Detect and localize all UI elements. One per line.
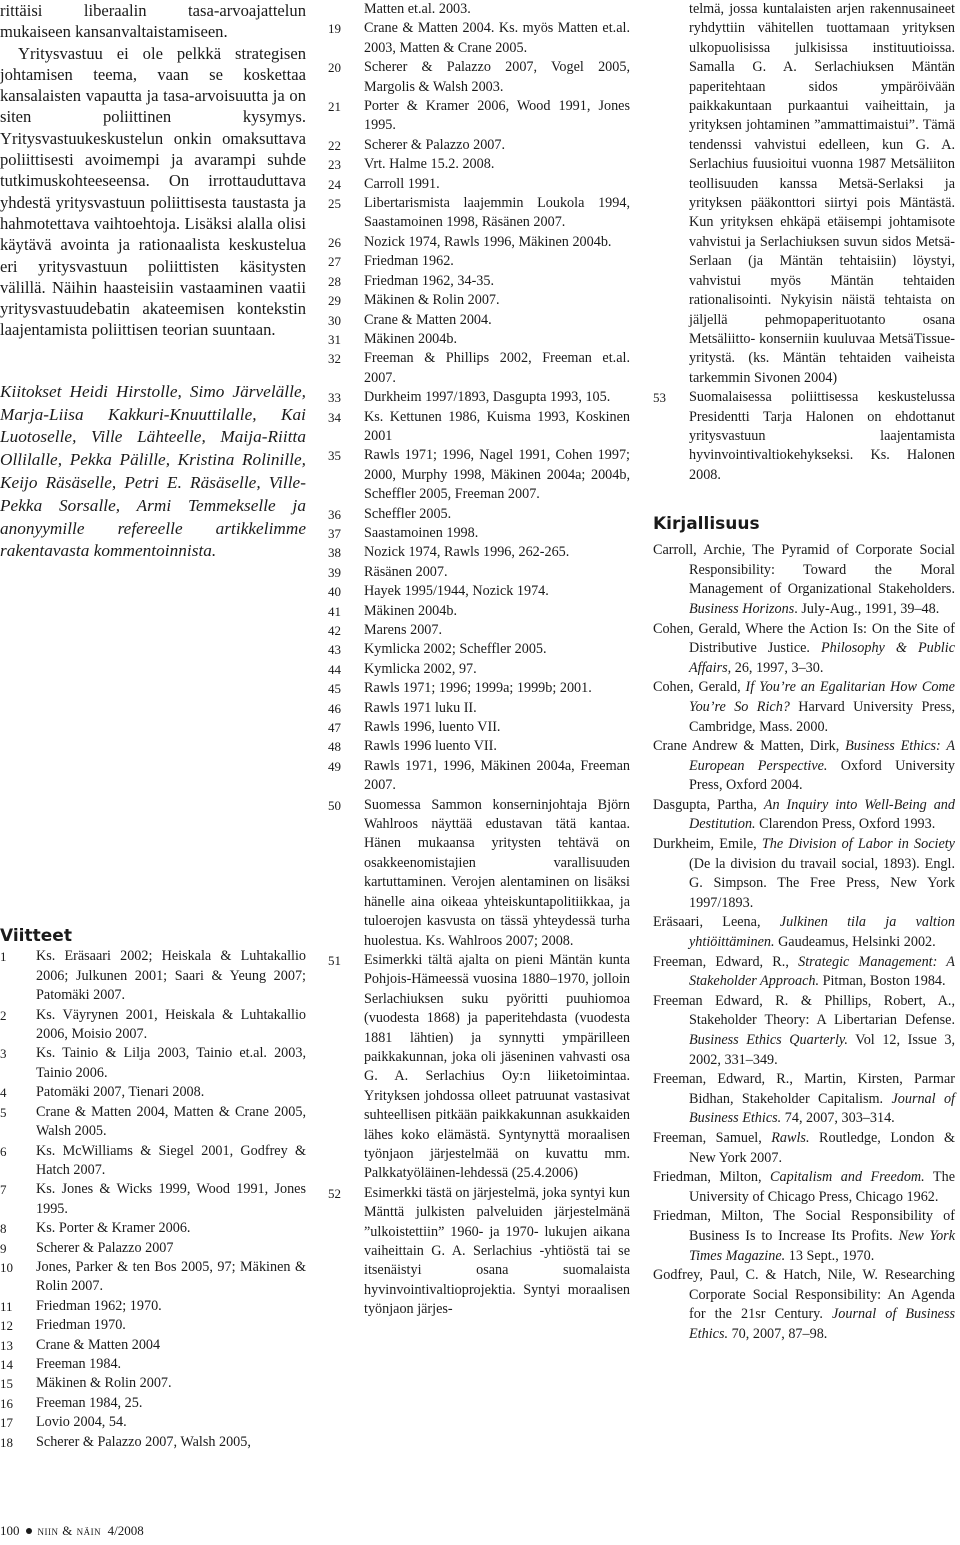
reference-item [653, 1168, 955, 1207]
note-text: Saastamoinen 1998. [364, 524, 479, 541]
reference-title: Business Ethics: A European Perspective. [689, 738, 955, 774]
note-text: Crane & Matten 2004, Matten & Crane 2005, Walsh 2005. [36, 1103, 306, 1140]
note-item [328, 155, 630, 174]
note-text: Ks. Porter & Kramer 2006. [36, 1220, 191, 1237]
reference-item [653, 541, 955, 619]
reference-text: . July-Aug., 1991, 39–48. [794, 600, 940, 617]
note-number: 30 [328, 312, 341, 328]
reference-title: An Inquiry into Well-Being and Destitution. [689, 796, 955, 833]
note-item [328, 175, 630, 194]
note-item [653, 388, 955, 485]
reference-text: 13 Sept., 1970. [785, 1247, 875, 1264]
note-number: 31 [328, 331, 341, 347]
notes-list [328, 19, 630, 1319]
reference-text: 70, 2007, 87–98. [728, 1325, 828, 1342]
note-text: Ks. Tainio & Lilja 2003, Tainio et.al. 2003, Tainio 2006. [36, 1045, 306, 1081]
note-item [328, 311, 630, 330]
note-item [328, 563, 630, 582]
note-item [328, 602, 630, 621]
note-number: 14 [0, 1356, 13, 1372]
body-paragraph: Yritysvastuu ei ole pelkkä strategisen johtamisen teema, vaan se koskettaa kansalaisten vapautta ja tasa-arvoisuutta ja on siten poliittinen kysymys. Yritysvastuukeskustelun onkin omaksuttava poliittisesti avoimempi ja avarampi suhde tutkimuskohteeseensa. On irrottauduttava yhdestä yritysvastuun poliittisesta taustasta ja hahmotettava vaihtoehtoja. Lisäksi alalla olisi käytävä avointa ja rationaalista keskustelua eri yritysvastuun poliittisten käsitysten välillä. Näihin haasteisiin vastaaminen vaatii yritysvastuudebatin akateemisen kontekstin laajentamista poliittisen teorian suuntaan. [0, 43, 306, 340]
note-text: Durkheim 1997/1893, Dasgupta 1993, 105. [364, 389, 611, 406]
references-heading: Kirjallisuus [653, 514, 760, 535]
note-number: 6 [0, 1143, 7, 1159]
reference-text: 74, 2007, 303–314. [781, 1110, 895, 1127]
note-item [0, 1258, 306, 1297]
note-text: Ks. McWilliams & Siegel 2001, Godfrey & Hatch 2007. [36, 1142, 306, 1178]
note-item [328, 679, 630, 698]
note-item [328, 640, 630, 659]
note-item [328, 1184, 630, 1320]
note-text: Rawls 1971; 1996; 1999a; 1999b; 2001. [364, 680, 592, 697]
note-number: 39 [328, 564, 341, 580]
note-number: 18 [0, 1434, 13, 1450]
note-item [328, 796, 630, 951]
reference-text: Freeman, Samuel, [653, 1129, 772, 1146]
references-list [653, 541, 955, 1344]
magazine-name: niin & näin [37, 1523, 102, 1538]
note-number: 41 [328, 603, 341, 619]
note-text: Friedman 1962; 1970. [36, 1297, 162, 1314]
note-number: 42 [328, 623, 341, 638]
note-number: 47 [328, 720, 341, 736]
reference-item [653, 737, 955, 796]
note-number: 21 [328, 99, 341, 115]
reference-text: Cohen, Gerald, [653, 679, 746, 696]
note-item [328, 252, 630, 271]
column-middle [328, 0, 630, 1320]
note-text: Libertarismista laajemmin Loukola 1994, Saastamoinen 1998, Räsänen 2007. [364, 195, 630, 231]
note-text: Friedman 1962, 34-35. [364, 272, 495, 289]
note-item [0, 1316, 306, 1335]
note-text: Scheffler 2005. [364, 505, 452, 522]
reference-title: Rawls. [771, 1129, 810, 1146]
note-number: 16 [0, 1395, 13, 1411]
reference-text: Cohen, Gerald, Where the Action Is: On the Site of Distributive Justice. [653, 620, 955, 657]
note-item [328, 699, 630, 718]
note-text: Freeman & Phillips 2002, Freeman et.al. 2007. [364, 350, 630, 386]
note-number: 9 [0, 1240, 7, 1256]
note-text: Friedman 1970. [36, 1317, 126, 1334]
note-number: 26 [328, 234, 341, 250]
note-number: 38 [328, 545, 341, 561]
note-item [328, 505, 630, 524]
reference-text: (De la division du travail social, 1893). Engl. G. Simpson. The Free Press, New York 1997/1893. [689, 855, 955, 911]
note-number: 48 [328, 739, 341, 755]
column-left [0, 0, 306, 1452]
note-item [0, 1044, 306, 1083]
note-item [328, 136, 630, 155]
note-text: Porter & Kramer 2006, Wood 1991, Jones 1995. [364, 98, 630, 134]
note-item [328, 718, 630, 737]
column-right [653, 0, 955, 1345]
note-text: Suomalaisessa poliittisessa keskustelussa Presidentti Tarja Halonen on ehdottanut yritysvastuun laajentamista hyvinvointivaltiokehykseksi. Ks. Halonen 2008. [689, 389, 955, 483]
note-item [0, 1413, 306, 1432]
note-item [328, 951, 630, 1184]
note-number: 22 [328, 137, 341, 153]
note-item [328, 272, 630, 291]
note-number: 17 [0, 1415, 13, 1431]
reference-title: The Division of Labor in Society [761, 836, 955, 853]
reference-item [653, 1129, 955, 1168]
reference-item [653, 1266, 955, 1344]
note-item [0, 1394, 306, 1413]
note-text: Ks. Väyrynen 2001, Heiskala & Luhtakallio 2006, Moisio 2007. [36, 1006, 306, 1043]
note-item [0, 947, 306, 1005]
reference-text: Carroll, Archie, The Pyramid of Corporate Social Responsibility: Toward the Moral Management of Organizational Stakeholders. [653, 542, 955, 598]
note-number: 53 [653, 390, 666, 406]
reference-text: Dasgupta, Partha, [653, 796, 764, 813]
notes-list [653, 388, 955, 485]
acknowledgement: Kiitokset Heidi Hirstolle, Simo Järvelälle, Marja-Liisa Kakkuri-Knuuttilalle, Kai Luotoselle, Ville Lähteelle, Maija-Riitta Ollilalle, Pekka Pälille, Kristina Rolinille, Keijo Räsäselle, Petri E. Räsäselle, Ville-Pekka Sorsalle, Armi Temmekselle ja anonyymille refereelle artikkelimme rakentavasta kommentoinnista. [0, 381, 306, 561]
reference-text: Godfrey, Paul, C. & Hatch, Nile, W. Researching Corporate Social Responsibility: An Agenda for the 21sr Century. [653, 1267, 955, 1323]
note-item [0, 1374, 306, 1393]
note-item [0, 1103, 306, 1142]
reference-text: Clarendon Press, Oxford 1993. [755, 816, 936, 833]
note-text: Nozick 1974, Rawls 1996, Mäkinen 2004b. [364, 233, 612, 250]
reference-text: Friedman, Milton, The Social Responsibility of Business Is to Increase Its Profits. [653, 1208, 955, 1244]
reference-text: The University of Chicago Press, Chicago 1962. [689, 1169, 955, 1205]
issue-number: 4/2008 [107, 1523, 144, 1538]
reference-text: Freeman Edward, R. & Phillips, Robert, A., Stakeholder Theory: A Libertarian Defense. [653, 992, 955, 1029]
note-text: Rawls 1971; 1996, Nagel 1991, Cohen 1997; 2000, Murphy 1998, Mäkinen 2004a; 2004b, Scheffler 2005, Freeman 2007. [364, 447, 630, 503]
note-text: Marens 2007. [364, 622, 443, 638]
note-number: 12 [0, 1318, 13, 1334]
reference-title: Julkinen tila ja valtion yhtiöittäminen. [689, 914, 955, 951]
note-item [0, 1239, 306, 1258]
reference-text: Freeman, Edward, R., Martin, Kirsten, Parmar Bidhan, Stakeholder Capitalism. [653, 1071, 955, 1107]
note-number: 51 [328, 952, 341, 968]
reference-text: Durkheim, Emile, [653, 836, 762, 853]
note-text: Ks. Kettunen 1986, Kuisma 1993, Koskinen 2001 [364, 408, 630, 444]
note-text: Crane & Matten 2004. [364, 311, 492, 328]
note-text: Ks. Jones & Wicks 1999, Wood 1991, Jones 1995. [36, 1181, 306, 1217]
note-number: 19 [328, 21, 341, 37]
bullet-separator [26, 1528, 32, 1534]
note-text: Crane & Matten 2004 [36, 1336, 161, 1353]
reference-title: Business Horizons [689, 600, 795, 617]
reference-title: Capitalism and Freedom. [770, 1169, 925, 1186]
note-text: Mäkinen & Rolin 2007. [364, 292, 500, 309]
note-text: Freeman 1984, 25. [36, 1394, 143, 1411]
note-text: Rawls 1971, 1996, Mäkinen 2004a, Freeman 2007. [364, 757, 630, 794]
note-number: 46 [328, 700, 341, 716]
note-text: Räsänen 2007. [364, 563, 448, 580]
note-item [328, 446, 630, 504]
reference-text: Crane Andrew & Matten, Dirk, [653, 738, 846, 755]
note-text: Scherer & Palazzo 2007, Walsh 2005, [36, 1433, 251, 1450]
note-text: Esimerkki tältä ajalta on pieni Mäntän kunta Pohjois-Hämeessä vuosina 1880–1970, jolloin Serlachiuksen suku pyöritti puuhiomoa (vuodesta 1868) ja paperitehdasta (vuodesta 1881 lähtien) ja synnytti ympärilleen paikkakunnan, joka oli jäseninen vahvasti osa G. A. Serlachius Oy:n liiketoimintaa. Yrityksen johdossa olleet patruunat vastasivat suhteellisen pitkään paikkakunnan asukkaiden lähes koko elämästä. Syntynyttä moraalisen työnjaon järjestelmää on kuvattu mm. Palkkatyöläinen-lehdessä (25.4.2006) [364, 951, 630, 1182]
notes-list [0, 947, 306, 1452]
note-number: 50 [328, 797, 341, 813]
note-number: 4 [0, 1085, 7, 1101]
note-text: Rawls 1996 luento VII. [364, 738, 497, 755]
note-item [328, 233, 630, 252]
reference-item [653, 1070, 955, 1129]
page-number: 100 [0, 1523, 20, 1538]
note-number: 36 [328, 506, 341, 522]
note-text: Freeman 1984. [36, 1355, 122, 1372]
reference-text: Gaudeamus, Helsinki 2002. [774, 934, 936, 951]
reference-text: Pitman, Boston 1984. [819, 973, 946, 990]
reference-title: Journal of Business Ethics. [689, 1306, 955, 1342]
reference-title: Business Ethics Quarterly. [689, 1032, 848, 1048]
note-number: 35 [328, 448, 341, 464]
note-text: Mäkinen 2004b. [364, 602, 457, 619]
note-text: Scherer & Palazzo 2007 [36, 1239, 174, 1256]
note-number: 32 [328, 351, 341, 367]
page-footer [0, 1523, 144, 1539]
note-number: 5 [0, 1104, 7, 1120]
note-item [0, 1142, 306, 1181]
note-text: Kymlicka 2002, 97. [364, 660, 477, 677]
note-item [0, 1006, 306, 1045]
reference-item [653, 796, 955, 835]
note-item [328, 349, 630, 388]
note-text: Hayek 1995/1944, Nozick 1974. [364, 583, 549, 600]
note-number: 8 [0, 1221, 7, 1237]
note-number: 23 [328, 157, 341, 173]
note-text: Esimerkki tästä on järjestelmä, joka syntyi kun Mänttä julkisten palveluiden järjestelmänä ”ulkoistettiin” 1960- ja 1970- lukujen aikana vaiheittain G. A. Serlachius -yhtiöstä tai se itsenäistyi osana suomalaista hyvinvointivaltioprojektia. Syntyi moraalisen työnjaon järjes- [364, 1184, 630, 1318]
reference-item [653, 913, 955, 952]
note-item [328, 524, 630, 543]
reference-text: Routledge, London & New York 2007. [689, 1129, 955, 1166]
note-item [328, 58, 630, 97]
note-item [328, 543, 630, 562]
note-number: 34 [328, 409, 341, 425]
note-text: Lovio 2004, 54. [36, 1414, 127, 1431]
note-number: 29 [328, 293, 341, 309]
reference-item [653, 1207, 955, 1266]
note-item [328, 291, 630, 310]
note-number: 28 [328, 273, 341, 289]
note-item [0, 1219, 306, 1238]
reference-item [653, 953, 955, 992]
note-item [0, 1180, 306, 1219]
note-continuation: telmä, jossa kuntalaisten arjen rakennusaineet ryhdyttiin vähitellen tuottamaan yrityksen ulkopuolisissa julkisissa instituutioissa. Samalla G. A. Serlachiuksen Mäntän paperitehtaan sidos ympäröivään paikkakuntaan purkaantui vaiheittain, ja yrityksen johtaminen ”ammattimaistui”. Tämä tendenssi vahvistui edelleen, kun G. A. Serlachius fuusioitui vuonna 1987 Metsäliiton teollisuuden kanssa Metsä-Serlaksi ja yrityksen pääkonttori siirtyi pois Mäntästä. Kun yrityksen ehkäpä etäisempi johtamisote vahvistui ja Serlachiuksen suvun sidos Metsä-Serlaan (ja Mäntän tehtaisiin) löystyi, vahvistui myös Mäntän tehtaiden rationalisointi. Nykyisin näistä tehtaista on jäljellä pehmopaperituotanto osana Metsäliitto- konserniin kuuluvaa MetsäTissue-yritystä. (ks. Mäntän tehtaiden vaiheista tarkemmin Sivonen 2004) [689, 1, 955, 386]
note-item [328, 621, 630, 640]
note-number: 2 [0, 1007, 7, 1023]
note-text: Crane & Matten 2004. Ks. myös Matten et.al. 2003, Matten & Crane 2005. [364, 20, 630, 56]
reference-item [653, 835, 955, 913]
notes-heading: Viitteet [0, 926, 72, 947]
note-item [328, 582, 630, 601]
note-number: 10 [0, 1259, 13, 1275]
note-item [328, 660, 630, 679]
note-item [0, 1083, 306, 1102]
reference-item [653, 992, 955, 1070]
reference-text: Freeman, Edward, R., [653, 953, 799, 970]
note-number: 25 [328, 196, 341, 212]
reference-text: Friedman, Milton, [653, 1169, 771, 1186]
note-number: 43 [328, 642, 341, 658]
reference-title: If You’re an Egalitarian How Come You’re So Rich? [689, 679, 955, 715]
note-continuation: Matten et.al. 2003. [364, 1, 471, 17]
note-number: 45 [328, 681, 341, 697]
note-text: Rawls 1971 luku II. [364, 699, 477, 716]
note-item [328, 388, 630, 407]
reference-item [653, 620, 955, 679]
reference-text: Harvard University Press, Cambridge, Mass. 2000. [689, 698, 955, 735]
reference-item [653, 678, 955, 737]
reference-text: , 26, 1997, 3–30. [727, 659, 824, 676]
note-item [0, 1433, 306, 1452]
note-number: 52 [328, 1185, 341, 1201]
body-paragraph: rittäisi liberaalin tasa-arvoajattelun mukaiseen kansanvaltaistamiseen. [0, 1, 306, 42]
note-text: Rawls 1996, luento VII. [364, 719, 501, 736]
note-text: Nozick 1974, Rawls 1996, 262-265. [364, 544, 570, 561]
note-item [0, 1297, 306, 1316]
note-number: 1 [0, 949, 7, 965]
reference-title: Journal of Business Ethics. [689, 1090, 955, 1127]
note-text: Suomessa Sammon konserninjohtaja Björn Wahlroos näyttää edustavan tätä kantaa. Hänen mukaansa yritysten tehtävä on osakkeenomistajien varallisuuden kartuttaminen. Verojen alentaminen on lisäksi hänelle aina oikeaa yhteiskuntapolitiikkaa, ja tuloerojen kasvusta on tässä yhteydessä turha huolestua. Ks. Wahlroos 2007; 2008. [364, 796, 630, 949]
note-number: 20 [328, 60, 341, 76]
reference-title: Strategic Management: A Stakeholder Approach. [689, 953, 955, 990]
note-number: 37 [328, 525, 341, 541]
note-text: Scherer & Palazzo 2007. [364, 136, 506, 153]
note-item [328, 330, 630, 349]
note-text: Vrt. Halme 15.2. 2008. [364, 156, 495, 173]
note-number: 11 [0, 1298, 13, 1314]
note-number: 13 [0, 1337, 13, 1353]
note-text: Kymlicka 2002; Scheffler 2005. [364, 641, 547, 658]
note-item [328, 737, 630, 756]
note-item [0, 1336, 306, 1355]
note-text: Ks. Eräsaari 2002; Heiskala & Luhtakallio 2006; Julkunen 2001; Saari & Yeung 2007; Patomäki 2007. [36, 948, 306, 1004]
note-number: 24 [328, 176, 341, 192]
reference-title: New York Times Magazine. [689, 1227, 955, 1264]
note-number: 7 [0, 1182, 7, 1198]
note-number: 3 [0, 1046, 7, 1062]
note-item [328, 408, 630, 447]
reference-text: Eräsaari, Leena, [653, 914, 780, 931]
note-number: 15 [0, 1376, 13, 1392]
note-number: 33 [328, 390, 341, 406]
note-item [0, 1355, 306, 1374]
note-text: Mäkinen & Rolin 2007. [36, 1375, 172, 1392]
reference-text: Vol 12, Issue 3, 2002, 331–349. [689, 1032, 955, 1068]
note-text: Friedman 1962. [364, 253, 454, 270]
note-text: Jones, Parker & ten Bos 2005, 97; Mäkinen & Rolin 2007. [36, 1258, 306, 1295]
note-item [328, 194, 630, 233]
note-item [328, 757, 630, 796]
note-text: Mäkinen 2004b. [364, 330, 457, 347]
note-text: Carroll 1991. [364, 175, 440, 192]
reference-title: Philosophy & Public Affairs [689, 640, 955, 676]
note-number: 44 [328, 661, 341, 677]
note-number: 49 [328, 758, 341, 774]
note-number: 27 [328, 254, 341, 270]
note-item [328, 97, 630, 136]
note-text: Scherer & Palazzo 2007, Vogel 2005, Margolis & Walsh 2003. [364, 59, 630, 95]
reference-text: Oxford University Press, Oxford 2004. [689, 757, 955, 794]
note-text: Patomäki 2007, Tienari 2008. [36, 1084, 205, 1101]
note-number: 40 [328, 584, 341, 600]
note-item [328, 19, 630, 58]
